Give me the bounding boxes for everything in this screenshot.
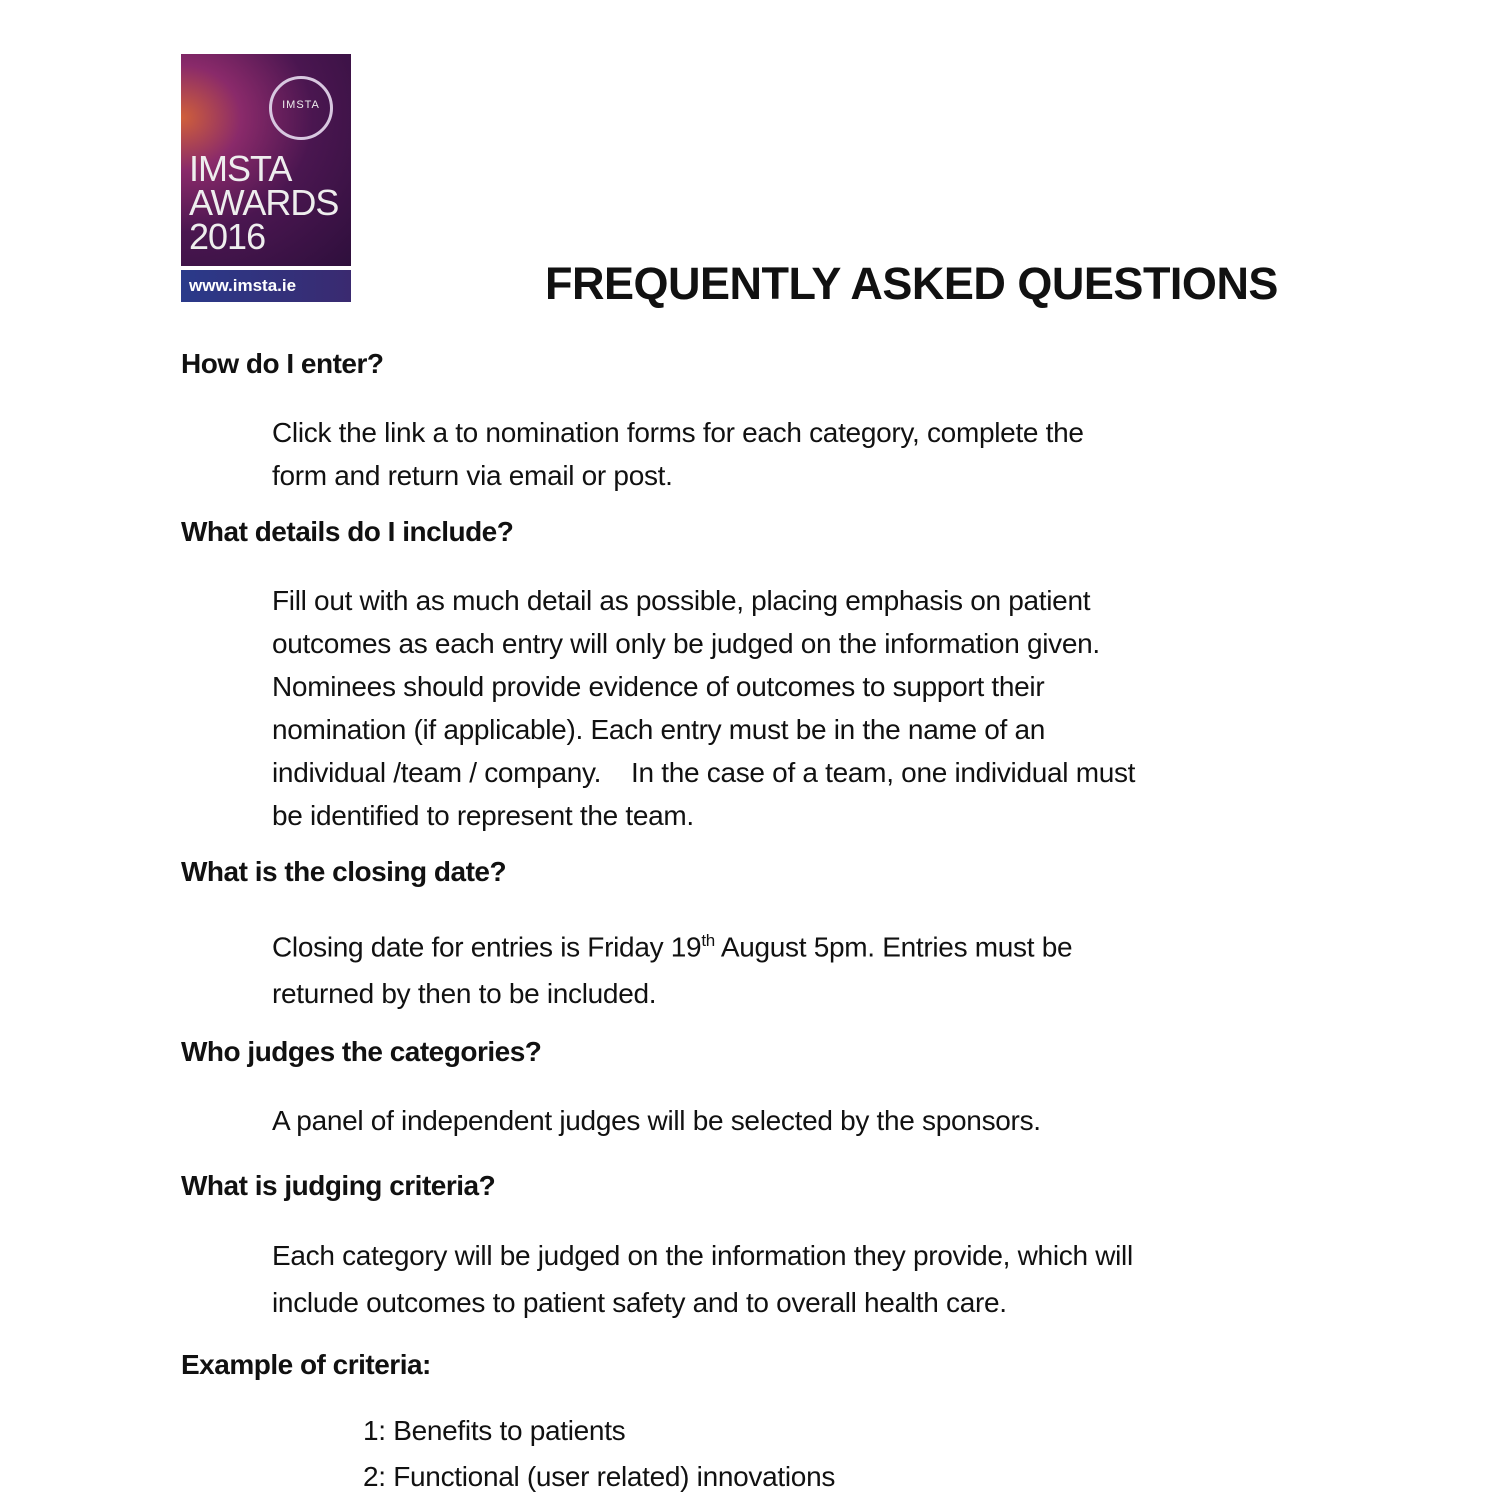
answer-text xyxy=(272,579,1135,837)
question-heading: Who judges the categories? xyxy=(181,1036,542,1067)
page-title: FREQUENTLY ASKED QUESTIONS xyxy=(545,258,1278,309)
question-heading: What is the closing date? xyxy=(181,856,507,887)
answer-line: returned by then to be included. xyxy=(272,978,657,1010)
answer-fragment: Closing date for entries is Friday 19 xyxy=(272,931,702,963)
answer-line: individual /team / company. In the case of a team, one individual must xyxy=(272,757,1136,788)
question-heading: How do I enter? xyxy=(181,348,384,379)
criteria-item: 2: Functional (user related) innovations xyxy=(363,1461,836,1492)
answer-line: A panel of independent judges will be selected by the sponsors. xyxy=(272,1105,1041,1136)
question-heading: Example of criteria: xyxy=(181,1349,431,1380)
logo-ring-text: IMSTA xyxy=(282,99,320,111)
logo-title-line: 2016 xyxy=(189,216,266,257)
answer-line xyxy=(272,919,1072,968)
logo-title-line: IMSTA xyxy=(189,148,292,189)
answer-line: be identified to represent the team. xyxy=(272,800,694,831)
answer-text xyxy=(272,411,1084,497)
imsta-awards-logo xyxy=(181,54,351,302)
answer-line: outcomes as each entry will only be judged on the information given. xyxy=(272,628,1100,659)
answer-line: form and return via email or post. xyxy=(272,460,673,491)
answer-text xyxy=(272,919,1072,1015)
question-heading: What details do I include? xyxy=(181,516,514,547)
question-heading: What is judging criteria? xyxy=(181,1170,496,1201)
answer-line: include outcomes to patient safety and to overall health care. xyxy=(272,1287,1007,1318)
answer-line: Each category will be judged on the information they provide, which will xyxy=(272,1240,1133,1271)
answer-line: nomination (if applicable). Each entry must be in the name of an xyxy=(272,714,1046,745)
criteria-item: 1: Benefits to patients xyxy=(363,1415,626,1446)
answer-line: Fill out with as much detail as possible, placing emphasis on patient xyxy=(272,585,1091,616)
superscript: th xyxy=(701,931,715,950)
answer-line: Click the link a to nomination forms for each category, complete the xyxy=(272,417,1084,448)
answer-text xyxy=(272,1099,1041,1142)
answer-text xyxy=(272,1232,1133,1326)
logo-title xyxy=(189,148,339,257)
logo-url: www.imsta.ie xyxy=(181,270,351,302)
answer-fragment: August 5pm. Entries must be xyxy=(714,931,1073,963)
logo-title-line: AWARDS xyxy=(189,182,339,223)
answer-line: Nominees should provide evidence of outcomes to support their xyxy=(272,671,1045,702)
